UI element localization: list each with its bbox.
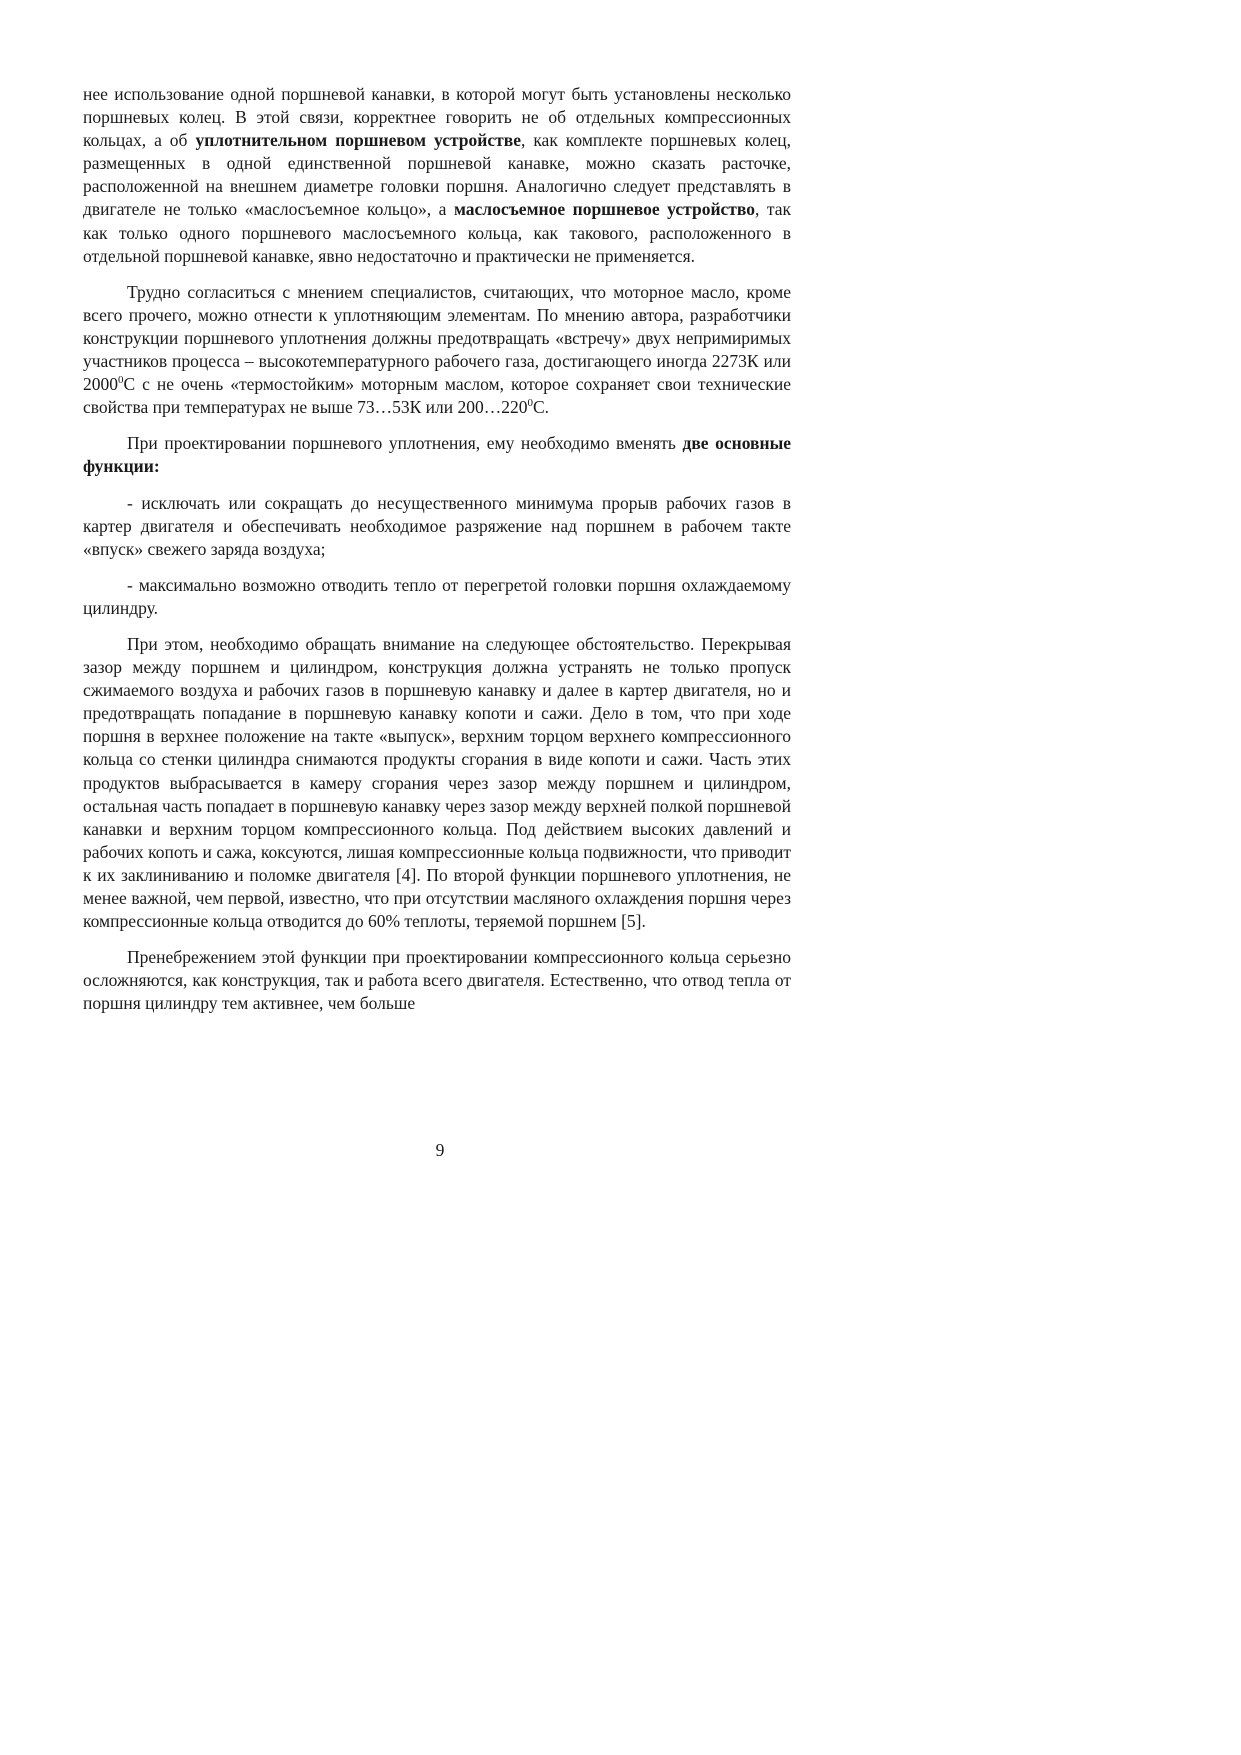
paragraph (83, 574, 791, 620)
text-run: - исключать или сокращать до несущественного минимума прорыв рабочих газов в картер двигателя и обеспечивать необходимое разряжение над поршнем в рабочем такте «впуск» свежего заряда воздуха; (83, 492, 791, 559)
bold-term: две основные функции: (83, 433, 791, 477)
text-run: , как комплекте поршневых колец, размещенных в одной единственной поршневой канавке, можно сказать расточке, расположенной на внешнем диаметре головки поршня. Аналогично следует представлять в двигателе не только «маслосъемное кольцо», а (83, 130, 791, 220)
text-run: нее использование одной поршневой канавки, в которой могут быть установлены несколько поршневых колец. В этой связи, корректнее говорить не об отдельных компрессионных кольцах, а об (83, 84, 791, 151)
paragraph (83, 83, 791, 268)
document-body (83, 83, 791, 1028)
paragraph (83, 432, 791, 478)
text-run: С. (533, 397, 550, 418)
text-run: , так как только одного поршневого маслосъемного кольца, как такового, расположенного в отдельной поршневой канавке, явно недостаточно и практически не применяется. (83, 199, 791, 266)
text-run: При проектировании поршневого уплотнения, ему необходимо вменять (127, 433, 683, 454)
paragraph (83, 946, 791, 1015)
bold-term: уплотнительном поршневом устройстве (195, 130, 521, 151)
text-run: Пренебрежением этой функции при проектировании компрессионного кольца серьезно осложняются, как конструкция, так и работа всего двигателя. Естественно, что отвод тепла от поршня цилиндру тем активнее, чем больше (83, 947, 791, 1014)
text-run: - максимально возможно отводить тепло от перегретой головки поршня охлаждаемому цилиндру. (83, 574, 791, 618)
paragraph (83, 633, 791, 933)
bold-term: маслосъемное поршневое устройство (453, 199, 755, 220)
superscript: 0 (527, 397, 533, 410)
page-number: 9 (435, 1140, 445, 1160)
paragraph (83, 492, 791, 561)
paragraph (83, 281, 791, 420)
text-run: При этом, необходимо обращать внимание на следующее обстоятельство. Перекрывая зазор между поршнем и цилиндром, конструкция должна устранять не только пропуск сжимаемого воздуха и рабочих газов в поршневую канавку и далее в картер двигателя, но и предотвращать попадание в поршневую канавку копоти и сажи. Дело в том, что при ходе поршня в верхнее положение на такте «выпуск», верхним торцом верхнего компрессионного кольца со стенки цилиндра снимаются продукты сгорания в виде копоти и сажи. Часть этих продуктов выбрасывается в камеру сгорания через зазор между поршнем и цилиндром, остальная часть попадает в поршневую канавку через зазор между верхней полкой поршневой канавки и верхним торцом компрессионного кольца. Под действием высоких давлений и рабочих копоть и сажа, коксуются, лишая компрессионные кольца подвижности, что приводит к их заклиниванию и поломке двигателя [4]. По второй функции поршневого уплотнения, не менее важной, чем первой, известно, что при отсутствии масляного охлаждения поршня через компрессионные кольца отводится до 60% теплоты, теряемой поршнем [5]. (83, 633, 791, 932)
text-run: Трудно согласиться с мнением специалистов, считающих, что моторное масло, кроме всего прочего, можно отнести к уплотняющим элементам. По мнению автора, разработчики конструкции поршневого уплотнения должны предотвращать «встречу» двух непримиримых участников процесса – высокотемпературного рабочего газа, достигающего иногда 2273К или 2000 (83, 281, 791, 395)
superscript: 0 (118, 374, 124, 387)
text-run: С с не очень «термостойким» моторным маслом, которое сохраняет свои технические свойства при температурах не выше 73…53К или 200…220 (83, 374, 791, 418)
